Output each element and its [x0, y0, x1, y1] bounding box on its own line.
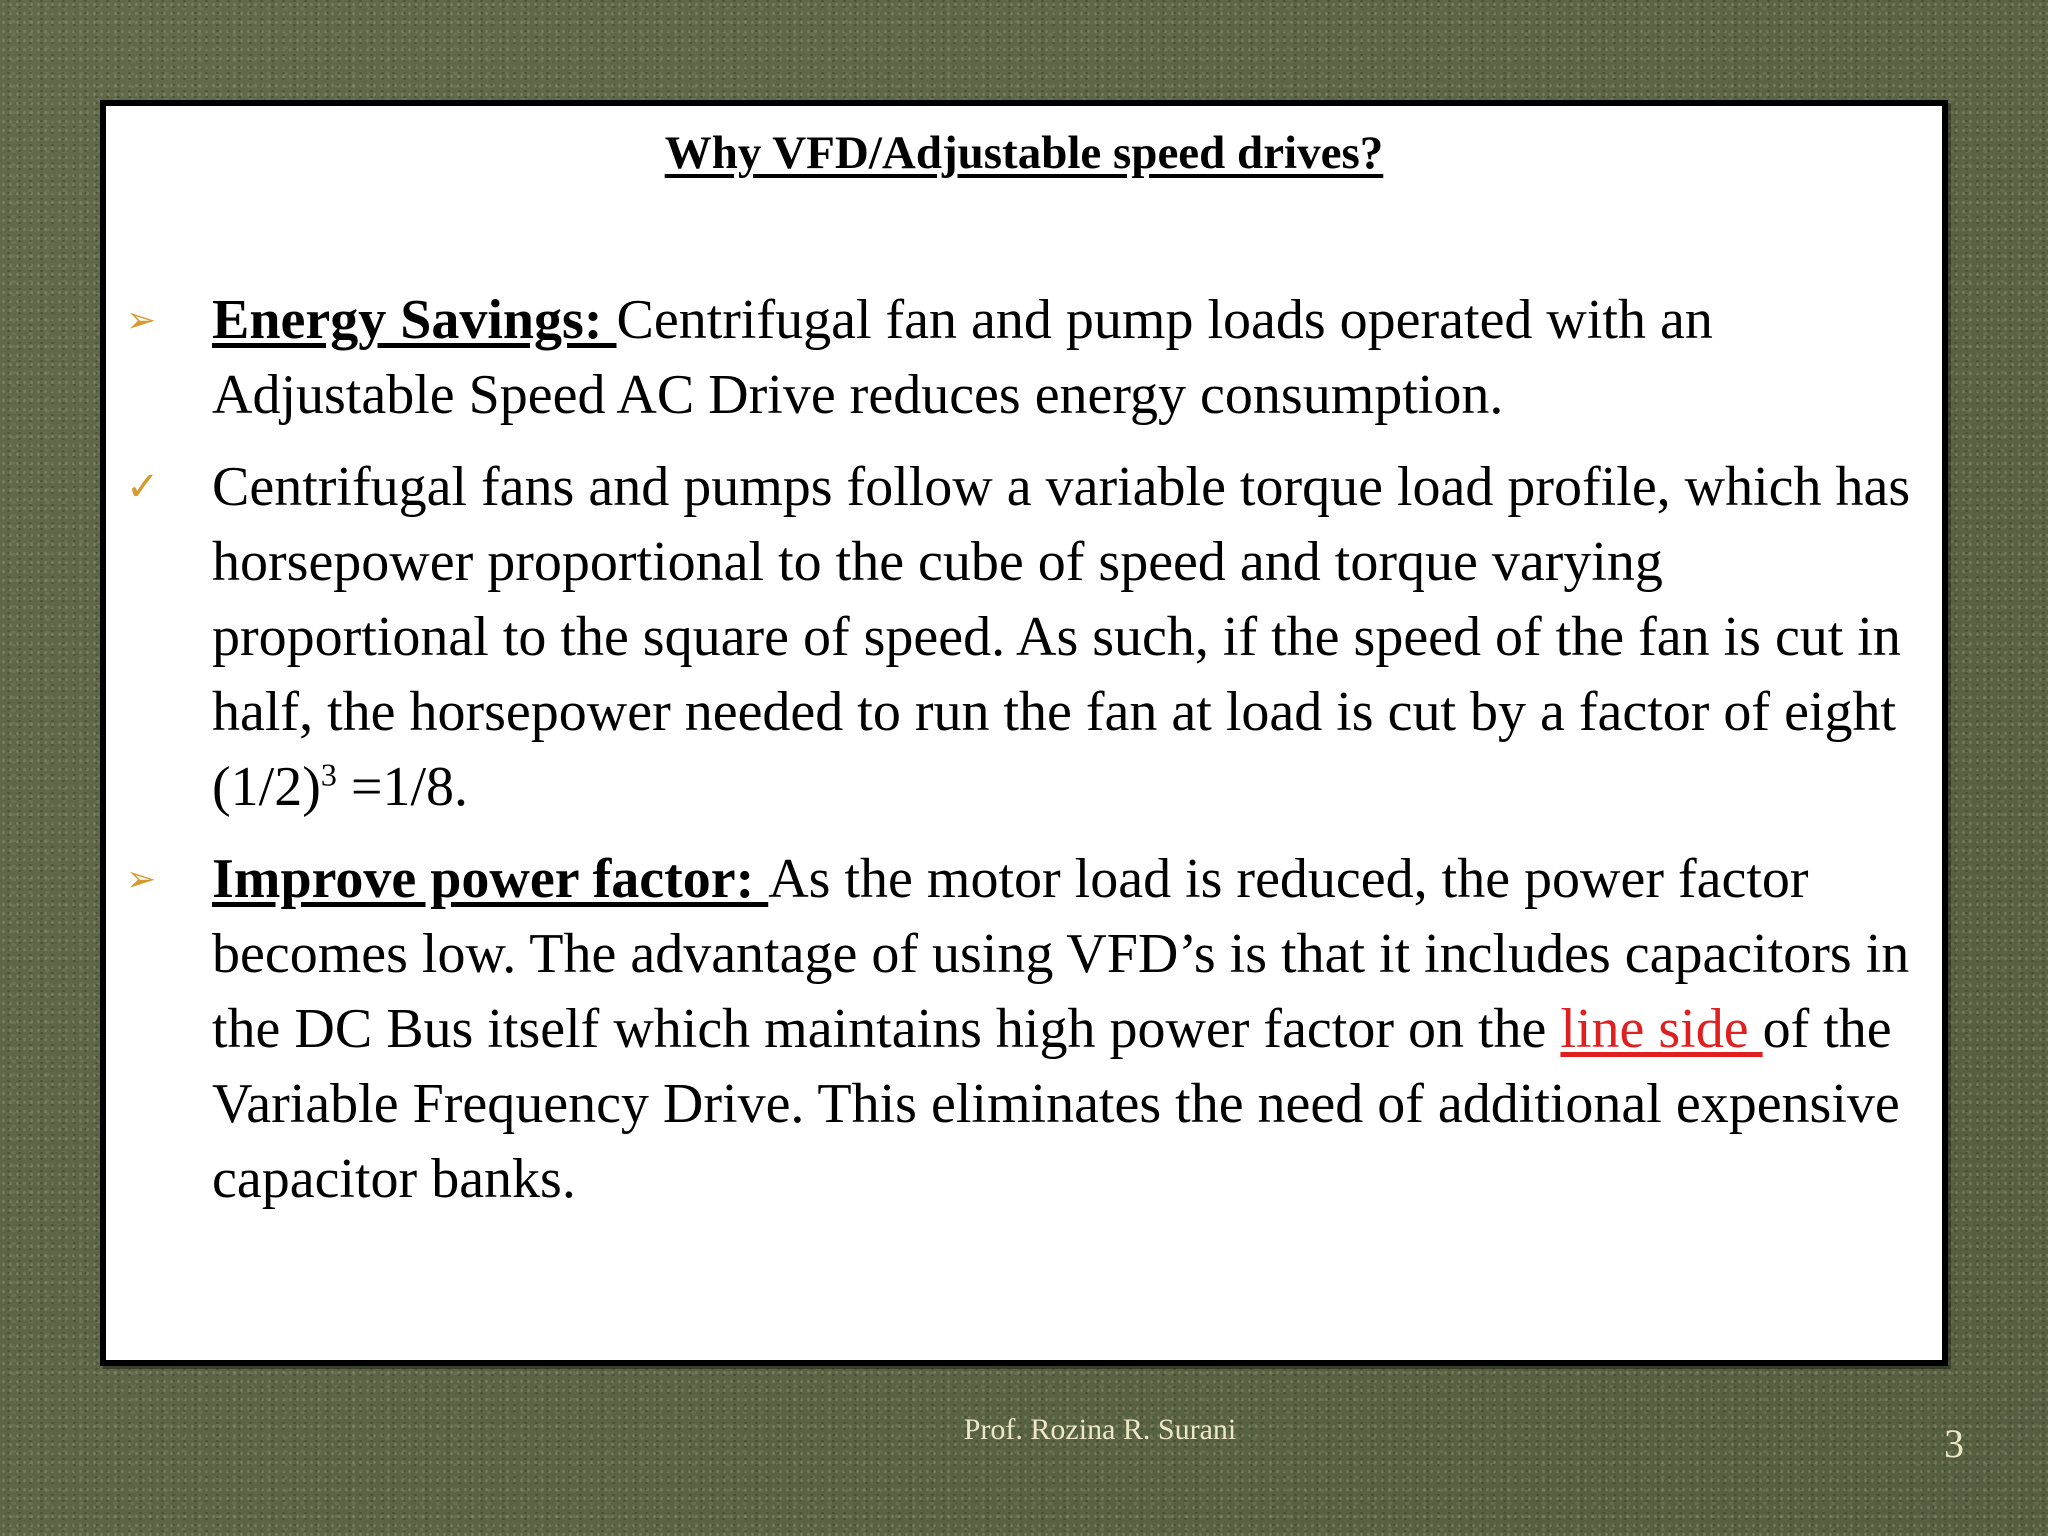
- bullet-energy-savings: [126, 283, 1936, 433]
- bullet-heading: Improve power factor:: [212, 848, 769, 910]
- bullet-list: [126, 283, 1936, 1234]
- exponent: 3: [320, 756, 337, 793]
- bullet-power-factor: [126, 842, 1936, 1217]
- bullet-variable-torque: [126, 450, 1936, 825]
- slide-title: Why VFD/Adjustable speed drives?: [664, 127, 1384, 179]
- checkmark-bullet-icon: ✓: [126, 464, 160, 510]
- bullet-text: Centrifugal fans and pumps follow a variable torque load profile, which has horsepower proportional to the cube of speed and torque varying proportional to the square of speed. As such, if the speed of the fan is cut in half, the horsepower needed to run the fan at load is cut by a factor of eight (1/2): [212, 456, 1911, 818]
- page-number: 3: [1944, 1421, 1964, 1466]
- bullet-text-after: of the Variable Frequency Drive. This eliminates the need of additional expensive capacitor banks.: [212, 998, 1900, 1210]
- slide-content-panel: [100, 100, 1948, 1366]
- arrow-bullet-icon: ➢: [126, 300, 157, 341]
- bullet-text: Centrifugal fan and pump loads operated with an Adjustable Speed AC Drive reduces energy consumption.: [212, 289, 1713, 426]
- bullet-heading: Energy Savings:: [212, 289, 617, 351]
- arrow-bullet-icon: ➢: [126, 859, 157, 900]
- bullet-text-after: =1/8.: [336, 756, 468, 818]
- bullet-text: As the motor load is reduced, the power factor becomes low. The advantage of using VFD’s is that it includes capacitors in the DC Bus itself which maintains high power factor on the: [212, 848, 1910, 1060]
- footer-author: Prof. Rozina R. Surani: [963, 1413, 1237, 1446]
- line-side-term: line side: [1560, 998, 1763, 1060]
